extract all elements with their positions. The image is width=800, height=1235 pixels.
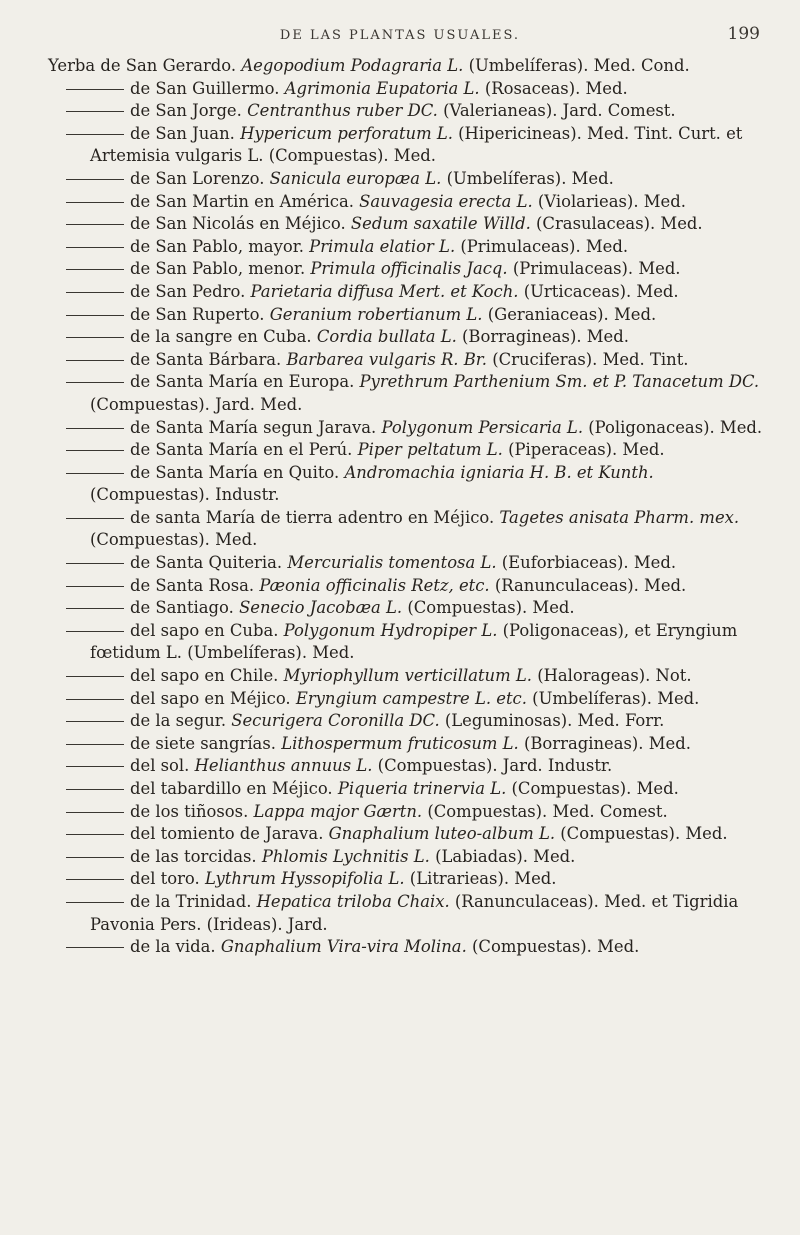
scientific-name: Helianthus annuus L. [194, 756, 373, 776]
scientific-name: Polygonum Persicaria L. [381, 417, 584, 437]
common-name: de siete sangrías. [130, 733, 276, 753]
entry-list [48, 55, 778, 959]
ditto-dash [66, 473, 124, 474]
family-and-uses: (Valerianeas). Jard. Comest. [443, 101, 676, 121]
scientific-name: Lappa major Gærtn. [253, 801, 423, 821]
common-name: del tomiento de Jarava. [130, 824, 324, 844]
family-and-uses: (Compuestas). Jard. Med. [90, 394, 303, 414]
ditto-dash [66, 721, 124, 722]
common-name: de Santa Rosa. [130, 575, 255, 595]
entry [48, 778, 778, 801]
family-and-uses: (Poligonaceas), et Eryngium fœtidum L. (Umbelíferas). Med. [90, 620, 738, 663]
entry [48, 462, 778, 507]
family-and-uses: (Compuestas). Jard. Industr. [377, 756, 613, 776]
entry [48, 123, 778, 168]
family-and-uses: (Piperaceas). Med. [508, 440, 665, 460]
entry [48, 710, 778, 733]
family-and-uses: (Compuestas). Med. [511, 779, 679, 798]
family-and-uses: (Primulaceas). Med. [460, 236, 629, 256]
ditto-dash [66, 111, 124, 112]
scientific-name: Gnaphalium luteo-album L. [328, 824, 556, 844]
ditto-dash [66, 428, 124, 429]
family-and-uses: (Litrarieas). Med. [409, 869, 557, 889]
scientific-name: Tagetes anisata Pharm. mex. [499, 507, 740, 527]
ditto-dash [66, 857, 124, 858]
scientific-name: Hypericum perforatum L. [240, 123, 453, 143]
common-name: de San Pedro. [130, 281, 246, 301]
ditto-dash [66, 202, 124, 203]
common-name: del sapo en Cuba. [130, 620, 279, 640]
common-name: de Santa Quiteria. [130, 553, 283, 573]
entry [48, 936, 778, 959]
scientific-name: Senecio Jacobæa L. [239, 598, 403, 618]
scientific-name: Gnaphalium Vira-vira Molina. [220, 937, 467, 957]
scientific-name: Primula elatior L. [309, 236, 456, 256]
ditto-dash [66, 337, 124, 338]
entry [48, 801, 778, 824]
common-name: de San Pablo, mayor. [130, 236, 304, 256]
common-name: de San Juan. [130, 123, 235, 143]
common-name: del toro. [130, 869, 200, 889]
family-and-uses: (Crasulaceas). Med. [536, 214, 703, 234]
entry [48, 281, 778, 304]
entry [48, 417, 778, 440]
scientific-name: Andromachia igniaria H. B. et Kunth. [344, 462, 654, 482]
scientific-name: Polygonum Hydropiper L. [283, 620, 498, 640]
common-name: de Santa Bárbara. [130, 349, 282, 369]
scientific-name: Securigera Coronilla DC. [231, 711, 440, 731]
page-header [0, 24, 800, 54]
entry [48, 620, 778, 665]
entry [48, 891, 778, 936]
entry [48, 575, 778, 598]
common-name: de San Martin en América. [130, 191, 354, 211]
family-and-uses: (Umbelíferas). Med. Cond. [468, 56, 690, 75]
entry [48, 304, 778, 327]
common-name: del tabardillo en Méjico. [130, 779, 333, 798]
common-name: de Santiago. [130, 598, 234, 618]
family-and-uses: (Umbelíferas). Med. [532, 688, 700, 708]
family-and-uses: (Compuestas). Med. [472, 937, 640, 957]
ditto-dash [66, 247, 124, 248]
ditto-dash [66, 586, 124, 587]
family-and-uses: (Ranunculaceas). Med. [494, 575, 687, 595]
entry [48, 326, 778, 349]
entry [48, 258, 778, 281]
common-name: de las torcidas. [130, 846, 257, 866]
common-name: del sapo en Chile. [130, 666, 279, 686]
entry [48, 439, 778, 462]
family-and-uses: (Compuestas). Med. [560, 824, 728, 844]
ditto-dash [66, 744, 124, 745]
entry [48, 168, 778, 191]
scientific-name: Agrimonia Eupatoria L. [284, 78, 480, 98]
scientific-name: Eryngium campestre L. etc. [295, 688, 527, 708]
common-name: de San Jorge. [130, 101, 242, 121]
scientific-name: Aegopodium Podagraria L. [241, 56, 464, 75]
entry [48, 755, 778, 778]
ditto-dash [66, 631, 124, 632]
ditto-dash [66, 134, 124, 135]
scientific-name: Lithospermum fruticosum L. [281, 733, 519, 753]
family-and-uses: (Compuestas). Med. [90, 530, 258, 550]
common-name: de San Pablo, menor. [130, 259, 306, 279]
ditto-dash [66, 676, 124, 677]
scientific-name: Sauvagesia erecta L. [359, 191, 533, 211]
page-number: 199 [727, 24, 760, 44]
entry [48, 868, 778, 891]
common-name: de Santa María segun Jarava. [130, 417, 377, 437]
common-name: de Santa María en el Perú. [130, 440, 353, 460]
common-name: de Santa María en Europa. [130, 372, 355, 392]
entry [48, 78, 778, 101]
scientific-name: Primula officinalis Jacq. [310, 259, 508, 279]
entry [48, 100, 778, 123]
ditto-dash [66, 382, 124, 383]
family-and-uses: (Poligonaceas). Med. [588, 417, 763, 437]
entry [48, 349, 778, 372]
scientific-name: Myriophyllum verticillatum L. [283, 666, 532, 686]
family-and-uses: (Euforbiaceas). Med. [501, 553, 677, 573]
ditto-dash [66, 834, 124, 835]
ditto-dash [66, 315, 124, 316]
family-and-uses: (Compuestas). Med. [407, 598, 575, 618]
family-and-uses: (Halorageas). Not. [537, 666, 692, 686]
scientific-name: Hepatica triloba Chaix. [256, 891, 450, 911]
scientific-name: Piper peltatum L. [357, 440, 503, 460]
family-and-uses: (Labiadas). Med. [435, 846, 576, 866]
scientific-name: Sedum saxatile Willd. [350, 214, 531, 234]
entry [48, 823, 778, 846]
scientific-name: Pyrethrum Parthenium Sm. et P. Tanacetum DC. [359, 372, 760, 392]
ditto-dash [66, 812, 124, 813]
ditto-dash [66, 789, 124, 790]
common-name: de San Guillermo. [130, 78, 280, 98]
common-name: de la Trinidad. [130, 891, 252, 911]
ditto-dash [66, 563, 124, 564]
ditto-dash [66, 608, 124, 609]
entry [48, 55, 778, 78]
scientific-name: Centranthus ruber DC. [247, 101, 438, 121]
running-title: DE LAS PLANTAS USUALES. [279, 28, 521, 43]
entry [48, 846, 778, 869]
entry [48, 665, 778, 688]
common-name: de los tiñosos. [130, 801, 249, 821]
family-and-uses: (Compuestas). Industr. [90, 485, 280, 505]
family-and-uses: (Violarieas). Med. [537, 191, 686, 211]
family-and-uses: (Rosaceas). Med. [484, 78, 628, 98]
family-and-uses: (Ranunculaceas). Med. et Tigridia Pavonia Pers. (Irideas). Jard. [90, 891, 739, 934]
entry [48, 688, 778, 711]
ditto-dash [66, 224, 124, 225]
scientific-name: Pæonia officinalis Retz, etc. [259, 575, 490, 595]
common-name: de la segur. [130, 711, 227, 731]
ditto-dash [66, 902, 124, 903]
common-name: de la sangre en Cuba. [130, 327, 312, 347]
ditto-dash [66, 766, 124, 767]
ditto-dash [66, 699, 124, 700]
ditto-dash [66, 269, 124, 270]
family-and-uses: (Cruciferas). Med. Tint. [492, 349, 689, 369]
scientific-name: Parietaria diffusa Mert. et Koch. [250, 281, 519, 301]
scientific-name: Barbarea vulgaris R. Br. [286, 349, 487, 369]
ditto-dash [66, 360, 124, 361]
ditto-dash [66, 947, 124, 948]
family-and-uses: (Geraniaceas). Med. [487, 304, 657, 324]
family-and-uses: (Borragineas). Med. [462, 327, 629, 347]
ditto-dash [66, 879, 124, 880]
family-and-uses: (Umbelíferas). Med. [446, 168, 614, 188]
scientific-name: Cordia bullata L. [316, 327, 457, 347]
common-name: del sapo en Méjico. [130, 688, 291, 708]
common-name: de Santa María en Quito. [130, 462, 340, 482]
entry [48, 552, 778, 575]
common-name: de San Ruperto. [130, 304, 265, 324]
family-and-uses: (Borragineas). Med. [523, 733, 691, 753]
common-name: de santa María de tierra adentro en Méjico. [130, 507, 495, 527]
family-and-uses: (Primulaceas). Med. [512, 259, 681, 279]
scientific-name: Geranium robertianum L. [269, 304, 483, 324]
family-and-uses: (Compuestas). Med. Comest. [427, 801, 668, 821]
entry [48, 597, 778, 620]
entry [48, 733, 778, 756]
scientific-name: Sanicula europæa L. [269, 168, 442, 188]
scientific-name: Phlomis Lychnitis L. [261, 846, 430, 866]
common-name: Yerba de San Gerardo. [48, 56, 237, 75]
family-and-uses: (Urticaceas). Med. [523, 281, 679, 301]
common-name: del sol. [130, 756, 190, 776]
entry [48, 507, 778, 552]
ditto-dash [66, 89, 124, 90]
scientific-name: Lythrum Hyssopifolia L. [204, 869, 405, 889]
scientific-name: Piqueria trinervia L. [337, 779, 507, 798]
entry [48, 236, 778, 259]
scientific-name: Mercurialis tomentosa L. [287, 553, 497, 573]
entry [48, 213, 778, 236]
ditto-dash [66, 292, 124, 293]
common-name: de San Nicolás en Méjico. [130, 214, 346, 234]
ditto-dash [66, 518, 124, 519]
entry [48, 191, 778, 214]
family-and-uses: (Hipericineas). Med. Tint. Curt. et Artemisia vulgaris L. (Compuestas). Med. [90, 123, 743, 166]
ditto-dash [66, 450, 124, 451]
ditto-dash [66, 179, 124, 180]
common-name: de la vida. [130, 937, 216, 957]
entry [48, 371, 778, 416]
family-and-uses: (Leguminosas). Med. Forr. [444, 711, 665, 731]
common-name: de San Lorenzo. [130, 168, 265, 188]
